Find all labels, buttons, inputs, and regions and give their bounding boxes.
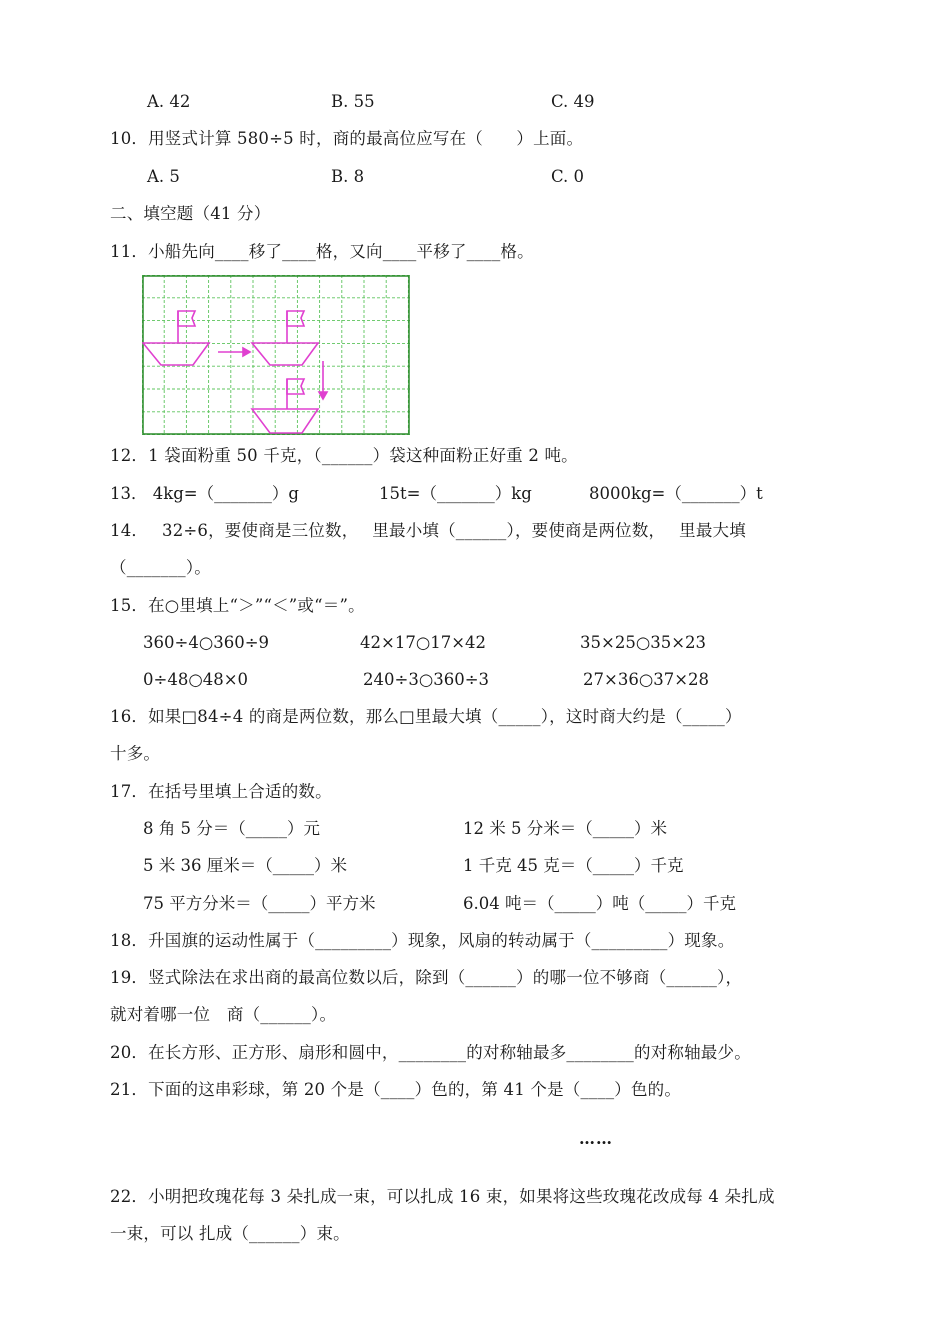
q22-line1: 22．小明把玫瑰花每 3 朵扎成一束，可以扎成 16 束，如果将这些玫瑰花改成每 4 朵扎成	[110, 1187, 775, 1206]
q17-item: 75 平方分米＝（_____）平方米	[143, 894, 376, 913]
q9-option-c: C. 49	[551, 92, 595, 111]
q9-option-a: A. 42	[147, 92, 191, 111]
arrow-down-icon	[319, 361, 327, 399]
q15-item: 0÷48○48×0	[143, 670, 249, 689]
q17-item: 6.04 吨＝（_____）吨（_____）千克	[463, 894, 736, 913]
q21-text: 21．下面的这串彩球，第 20 个是（____）色的，第 41 个是（____）色的。	[110, 1080, 682, 1099]
q20-text: 20．在长方形、正方形、扇形和圆中，________的对称轴最多________的对称轴最少。	[110, 1043, 751, 1062]
q22-line2: 一束，可以 扎成（______）束。	[110, 1224, 350, 1243]
q17-item: 12 米 5 分米＝（_____）米	[463, 819, 667, 838]
q21-ellipsis: ……	[579, 1129, 613, 1148]
boat-moved-down	[252, 379, 318, 433]
q17-item: 8 角 5 分＝（_____）元	[143, 819, 320, 838]
q12-text: 12．1 袋面粉重 50 千克，（______）袋这种面粉正好重 2 吨。	[110, 446, 578, 465]
q13-part-c: 8000kg=（_______）t	[589, 484, 763, 503]
q10-text: 10．用竖式计算 580÷5 时，商的最高位应写在（ ）上面。	[110, 129, 584, 148]
q15-item: 27×36○37×28	[583, 670, 710, 689]
q15-item: 360÷4○360÷9	[143, 633, 270, 652]
q17-text: 17．在括号里填上合适的数。	[110, 782, 332, 801]
boat-translation-grid	[142, 275, 410, 435]
q17-item: 1 千克 45 克＝（_____）千克	[463, 856, 684, 875]
grid-border	[143, 276, 409, 434]
q13-part-a: 13． 4kg=（_______）g	[110, 484, 299, 503]
q15-item: 42×17○17×42	[360, 633, 487, 652]
q17-item: 5 米 36 厘米＝（_____）米	[143, 856, 347, 875]
q13-part-b: 15t=（_______）kg	[379, 484, 532, 503]
q11-text: 11．小船先向____移了____格，又向____平移了____格。	[110, 242, 534, 261]
q10-option-a: A. 5	[147, 167, 180, 186]
q18-text: 18．升国旗的运动性属于（_________）现象，风扇的转动属于（_________）现象。	[110, 931, 735, 950]
q14-line2: （_______）。	[110, 558, 211, 577]
q16-line1: 16．如果□84÷4 的商是两位数，那么□里最大填（_____），这时商大约是（_____）	[110, 707, 742, 726]
grid-lines	[142, 275, 410, 435]
q19-line1: 19．竖式除法在求出商的最高位数以后，除到（______）的哪一位不够商（______），	[110, 968, 743, 987]
q10-option-c: C. 0	[551, 167, 585, 186]
q15-item: 35×25○35×23	[580, 633, 707, 652]
q15-item: 240÷3○360÷3	[363, 670, 490, 689]
arrow-right-icon	[218, 348, 250, 356]
q14-line1: 14． 32÷6，要使商是三位数， 里最小填（______），要使商是两位数， 里最大填	[110, 521, 746, 540]
boat-moved-right	[252, 311, 318, 365]
boat-original	[143, 311, 209, 365]
q16-line2: 十多。	[110, 744, 161, 763]
q9-option-b: B. 55	[331, 92, 375, 111]
q10-option-b: B. 8	[331, 167, 365, 186]
section-heading-fill-blank: 二、填空题（41 分）	[110, 204, 271, 223]
q19-line2: 就对着哪一位 商（______）。	[110, 1005, 337, 1024]
q15-text: 15．在○里填上“＞”“＜”或“＝”。	[110, 596, 365, 615]
